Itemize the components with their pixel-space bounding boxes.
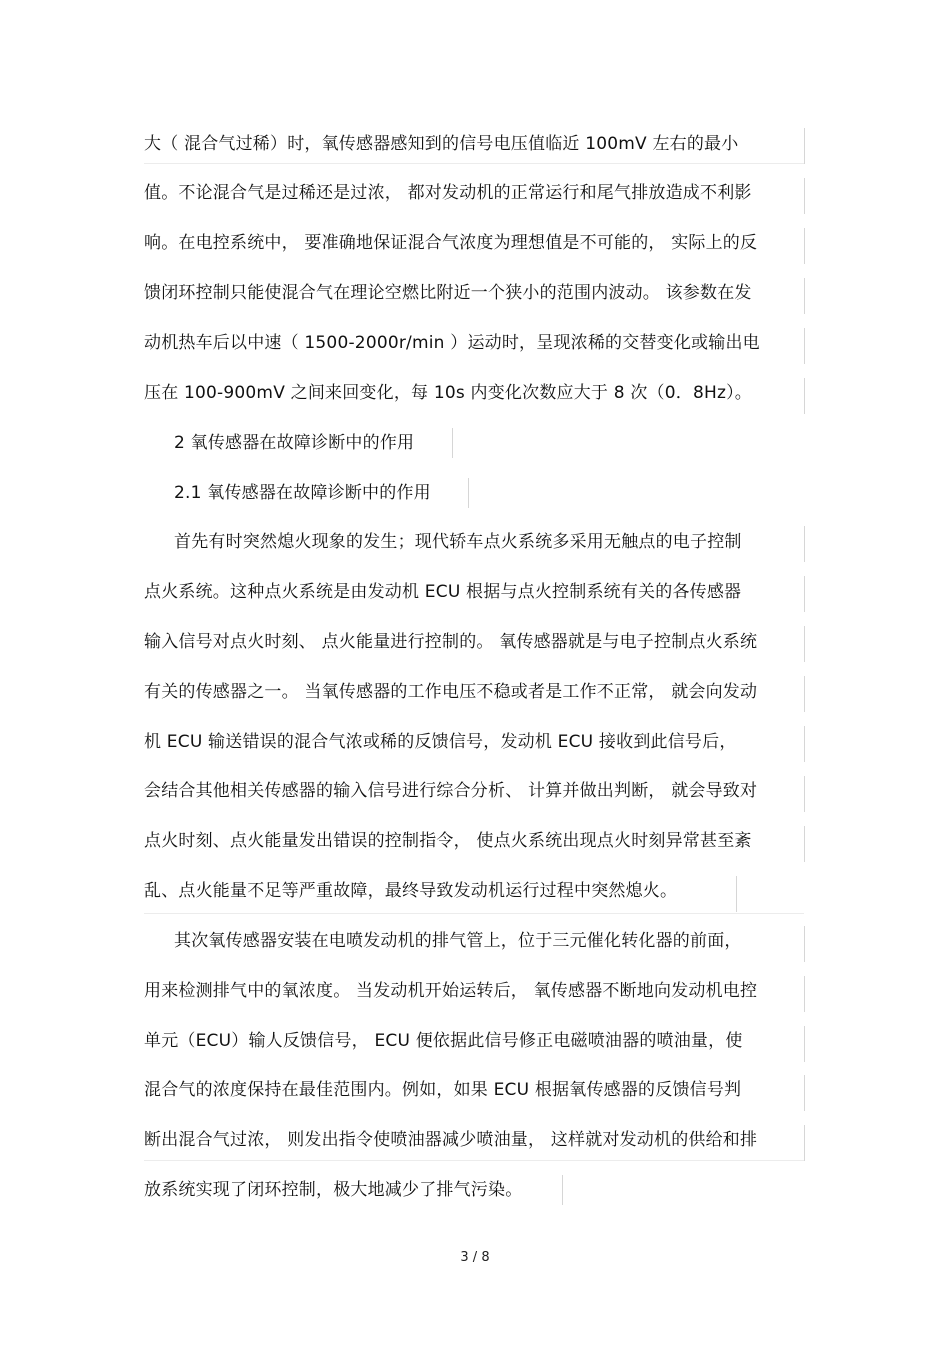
text-line: 馈闭环控制只能使混合气在理论空燃比附近一个狭小的范围内波动。 该参数在发 [144,283,752,303]
text-line: 机 ECU 输送错误的混合气浓或稀的反馈信号，发动机 ECU 接收到此信号后， [144,732,737,752]
divider [804,726,805,762]
divider [804,976,805,1012]
divider [804,328,805,364]
text-line: 输入信号对点火时刻、 点火能量进行控制的。 氧传感器就是与电子控制点火系统 [144,632,758,652]
divider [804,228,805,264]
divider [804,576,805,612]
text-line: 乱、点火能量不足等严重故障，最终导致发动机运行过程中突然熄火。 [144,881,678,901]
divider [804,1125,805,1161]
divider [804,1026,805,1062]
divider [736,876,737,912]
text-line: 响。在电控系统中， 要准确地保证混合气浓度为理想值是不可能的， 实际上的反 [144,233,758,253]
divider [804,826,805,862]
text-line: 压在 100-900mV 之间来回变化，每 10s 内变化次数应大于 8 次（0．8Hz）。 [144,383,752,403]
text-line: 断出混合气过浓， 则发出指令使喷油器减少喷油量， 这样就对发动机的供给和排 [144,1130,758,1150]
divider [452,428,453,458]
divider [468,478,469,508]
divider [804,926,805,962]
text-line: 有关的传感器之一。 当氧传感器的工作电压不稳或者是工作不正常， 就会向发动 [144,682,758,702]
divider [804,1075,805,1111]
text-line: 单元（ECU）输人反馈信号， ECU 便依据此信号修正电磁喷油器的喷油量，使 [144,1031,743,1051]
text-line: 动机热车后以中速（ 1500-2000r/min ）运动时，呈现浓稀的交替变化或输出电 [144,333,760,353]
text-line: 大（ 混合气过稀）时，氧传感器感知到的信号电压值临近 100mV 左右的最小 [144,134,739,154]
divider [804,128,805,164]
divider [804,626,805,662]
text-line: 点火系统。这种点火系统是由发动机 ECU 根据与点火控制系统有关的各传感器 [144,582,742,602]
paragraph-first-line: 其次氧传感器安装在电喷发动机的排气管上，位于三元催化转化器的前面， [174,931,742,951]
divider [804,378,805,414]
text-line: 混合气的浓度保持在最佳范围内。例如，如果 ECU 根据氧传感器的反馈信号判 [144,1080,742,1100]
divider [144,163,804,164]
section-heading: 2 氧传感器在故障诊断中的作用 [174,433,415,453]
text-line: 用来检测排气中的氧浓度。 当发动机开始运转后， 氧传感器不断地向发动机电控 [144,981,758,1001]
divider [804,178,805,214]
page-number: 3 / 8 [460,1250,490,1265]
divider [804,676,805,712]
divider [144,913,804,914]
divider [144,1160,804,1161]
paragraph-first-line: 首先有时突然熄火现象的发生；现代轿车点火系统多采用无触点的电子控制 [174,532,742,552]
divider [804,776,805,812]
text-line: 值。不论混合气是过稀还是过浓， 都对发动机的正常运行和尾气排放造成不利影 [144,183,752,203]
text-line: 放系统实现了闭环控制，极大地减少了排气污染。 [144,1180,523,1200]
divider [562,1175,563,1205]
divider [804,526,805,562]
divider [804,278,805,314]
text-line: 点火时刻、点火能量发出错误的控制指令， 使点火系统出现点火时刻异常甚至紊 [144,831,752,851]
text-line: 会结合其他相关传感器的输入信号进行综合分析、 计算并做出判断， 就会导致对 [144,781,758,801]
subsection-heading: 2.1 氧传感器在故障诊断中的作用 [174,483,431,503]
